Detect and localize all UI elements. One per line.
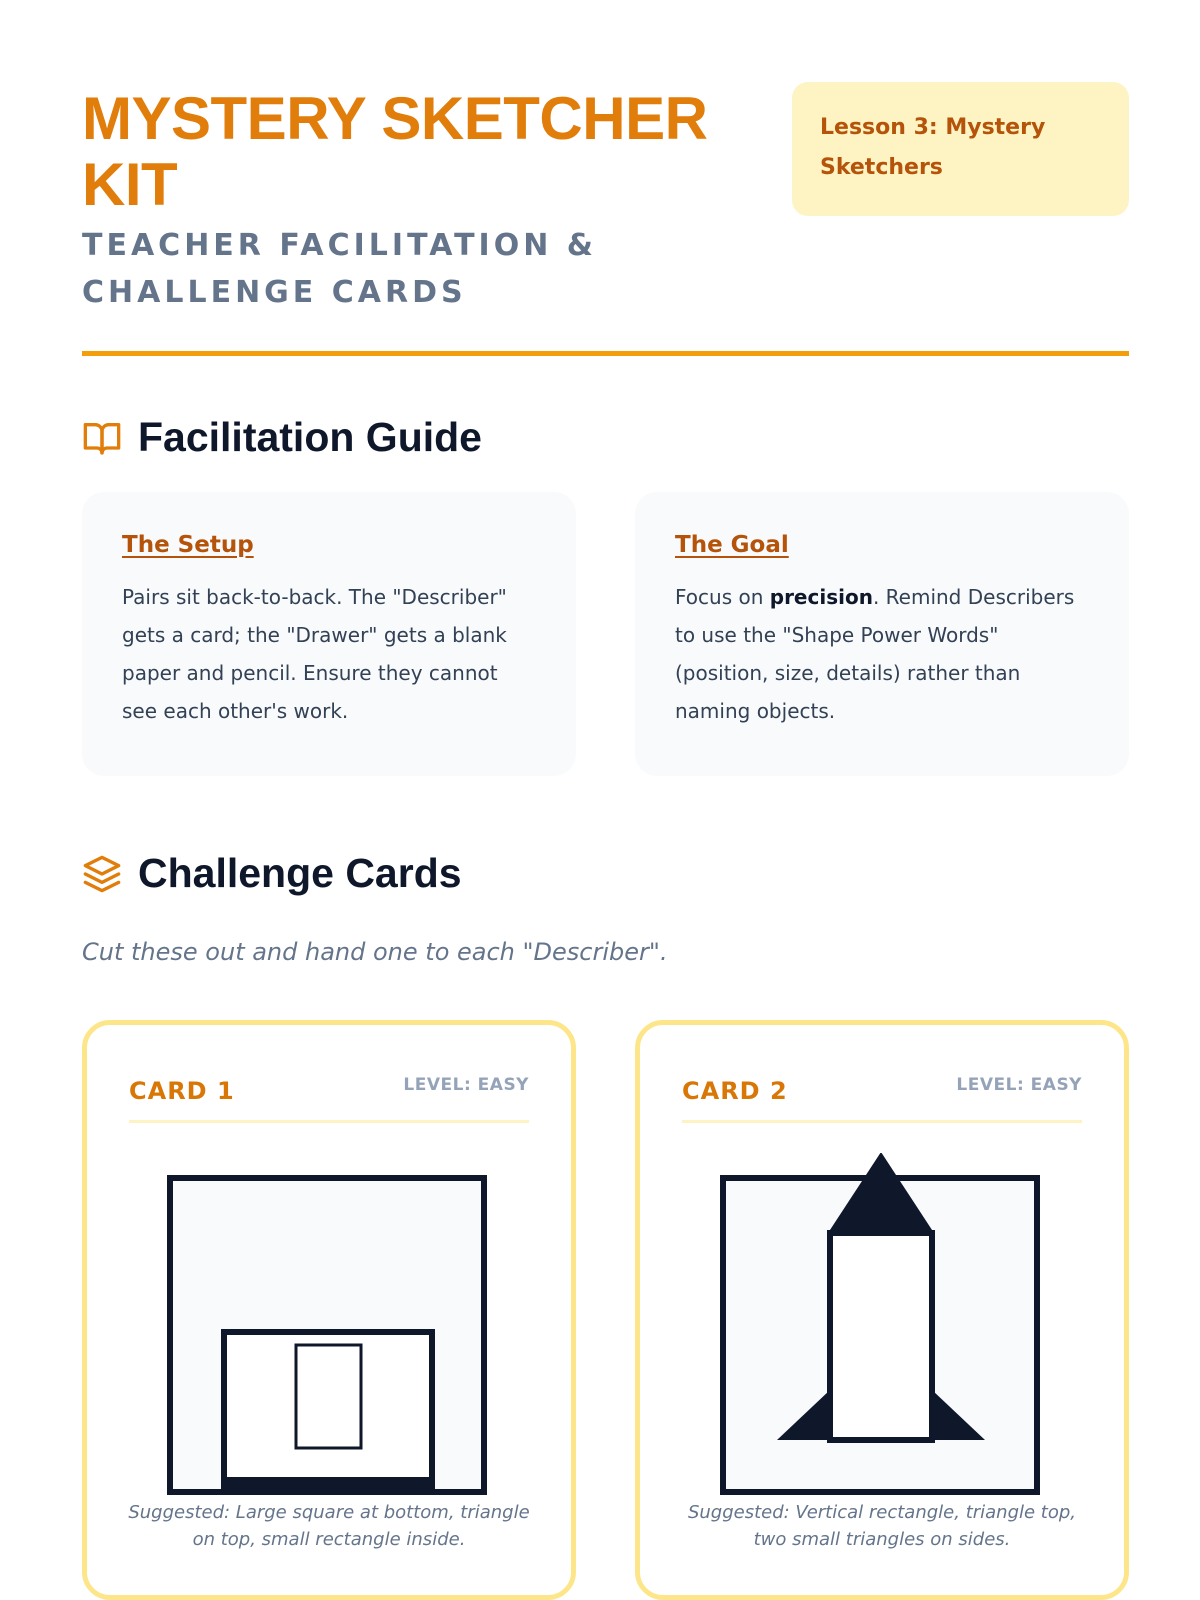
goal-text-before: Focus on: [675, 585, 770, 609]
page-subtitle: TEACHER FACILITATION & CHALLENGE CARDS: [82, 228, 597, 310]
goal-text-bold: precision: [769, 585, 873, 609]
page-title: MYSTERY SKETCHER KIT: [82, 85, 708, 218]
lesson-badge: Lesson 3: Mystery Sketchers: [792, 82, 1129, 216]
cut-instructions: Cut these out and hand one to each "Describer".: [82, 938, 668, 966]
book-open-icon: [82, 418, 122, 458]
card-title: CARD 2: [682, 1077, 788, 1105]
card-suggestion: Suggested: Large square at bottom, triangle on top, small rectangle inside.: [128, 1502, 530, 1550]
goal-text: [675, 578, 1089, 730]
challenge-section-header: [82, 850, 462, 897]
challenge-section-title: Challenge Cards: [138, 850, 462, 896]
layers-icon: [82, 854, 122, 894]
goal-card: [635, 492, 1129, 776]
card-title: CARD 1: [129, 1077, 235, 1105]
card-suggestion: Suggested: Vertical rectangle, triangle top, two small triangles on sides.: [687, 1502, 1077, 1550]
card-header: [682, 1073, 1082, 1123]
setup-card: [82, 492, 576, 776]
goal-heading: The Goal: [675, 532, 789, 558]
setup-text: Pairs sit back-to-back. The "Describer" gets a card; the "Drawer" gets a blank paper and pencil. Ensure they cannot see each other's work.: [122, 585, 507, 723]
goal-text-after: . Remind Describers to use the "Shape Power Words" (position, size, details) rather than naming objects.: [675, 585, 1075, 723]
card-header: [129, 1073, 529, 1123]
header-divider: [82, 351, 1129, 356]
facilitation-section-header: [82, 414, 482, 461]
card-level: LEVEL: EASY: [403, 1075, 529, 1095]
facilitation-section-title: Facilitation Guide: [138, 414, 482, 460]
card-1-drawing: [167, 1153, 497, 1503]
challenge-card-2: [635, 1020, 1129, 1600]
challenge-card-1: [82, 1020, 576, 1600]
card-level: LEVEL: EASY: [956, 1075, 1082, 1095]
setup-heading: The Setup: [122, 532, 254, 558]
card-2-drawing: [720, 1153, 1050, 1503]
